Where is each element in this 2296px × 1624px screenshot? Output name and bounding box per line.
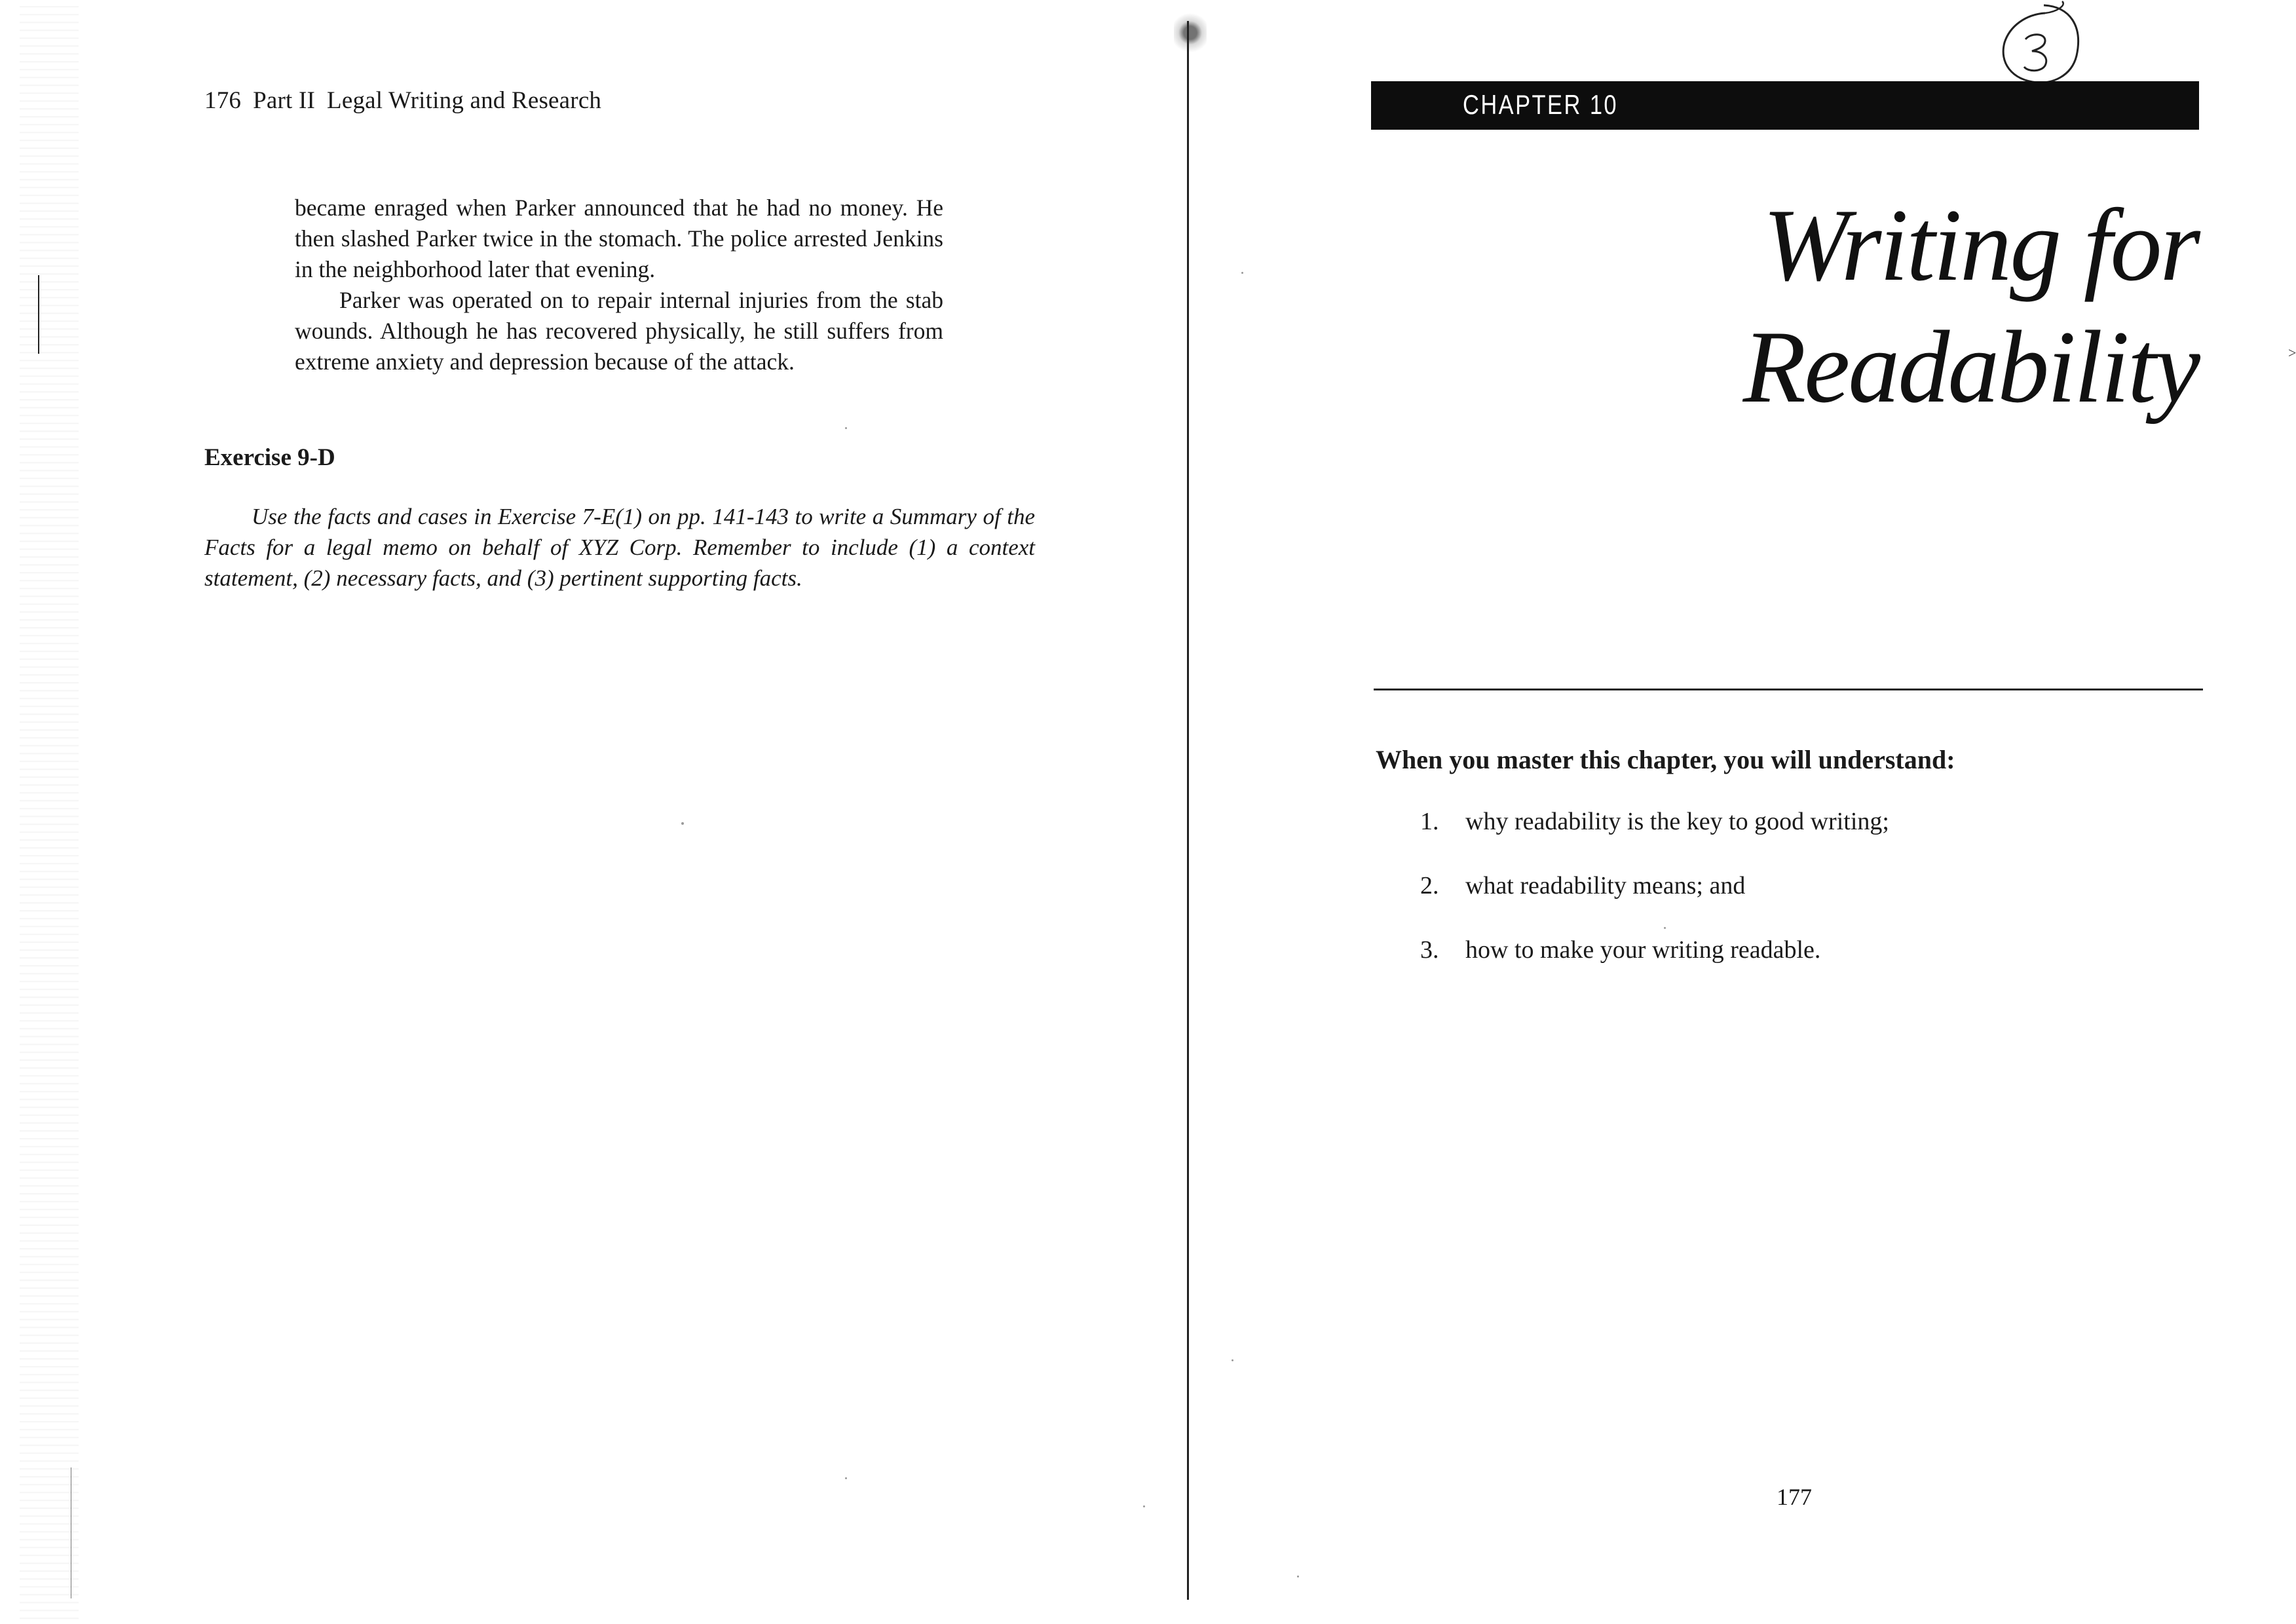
horizontal-rule [1374, 689, 2203, 690]
body-paragraph [295, 285, 943, 377]
scan-speck [1143, 1505, 1145, 1507]
scan-speck [1241, 272, 1243, 274]
list-item-number: 2. [1420, 872, 1439, 899]
chapter-title-line: Writing for [1763, 188, 2198, 303]
chapter-title-line: Readability [1742, 310, 2198, 425]
scan-speck [845, 1477, 847, 1479]
exercise-instructions [204, 501, 1035, 594]
book-gutter-divider [1187, 21, 1189, 1600]
list-item [1420, 871, 1889, 935]
chapter-banner [1371, 81, 2199, 130]
objectives-heading: When you master this chapter, you will understand: [1376, 745, 1955, 774]
list-item-text: how to make your writing readable. [1465, 936, 1821, 964]
gutter-smudge [1174, 12, 1207, 64]
list-item-number: 1. [1420, 808, 1439, 835]
list-item-text: what readability means; and [1465, 872, 1746, 899]
exercise-text: Use the facts and cases in Exercise 7-E(1) on pp. 141-143 to write a Summary of the Facts for a legal memo on behalf of XYZ Corp. Remember to include (1) a context statement, (2) necessary facts, and (3) pertinent supporting facts. [204, 504, 1035, 591]
list-item [1420, 807, 1889, 871]
body-paragraph [295, 193, 943, 285]
page-number-left: 176 [204, 87, 242, 114]
list-item-number: 3. [1420, 936, 1439, 964]
list-item-text: why readability is the key to good writing; [1465, 808, 1889, 835]
scan-speck [1232, 1359, 1233, 1361]
scan-edge-mark: ˃ [2288, 345, 2296, 361]
chapter-title [1743, 185, 2198, 428]
running-head-part: Part II [253, 87, 316, 114]
exercise-heading: Exercise 9-D [204, 444, 335, 471]
running-head-section: Legal Writing and Research [327, 87, 602, 114]
page-number-right: 177 [1777, 1484, 1812, 1510]
paragraph-text: Parker was operated on to repair internal injuries from the stab wounds. Although he has recovered physically, he still suffers from extreme anxiety and depression because of the attack. [295, 287, 943, 375]
running-head [204, 86, 601, 115]
chapter-label: CHAPTER 10 [1463, 89, 1619, 120]
scan-speck [681, 822, 684, 825]
scan-speck [1664, 927, 1666, 929]
scan-speck [1297, 1576, 1299, 1577]
objectives-list [1420, 807, 1889, 1000]
scan-speck [845, 427, 847, 429]
list-item [1420, 935, 1889, 1000]
paragraph-text: became enraged when Parker announced that he had no money. He then slashed Parker twice in the stomach. The police arrested Jenkins in the neighborhood later that evening. [295, 195, 943, 282]
